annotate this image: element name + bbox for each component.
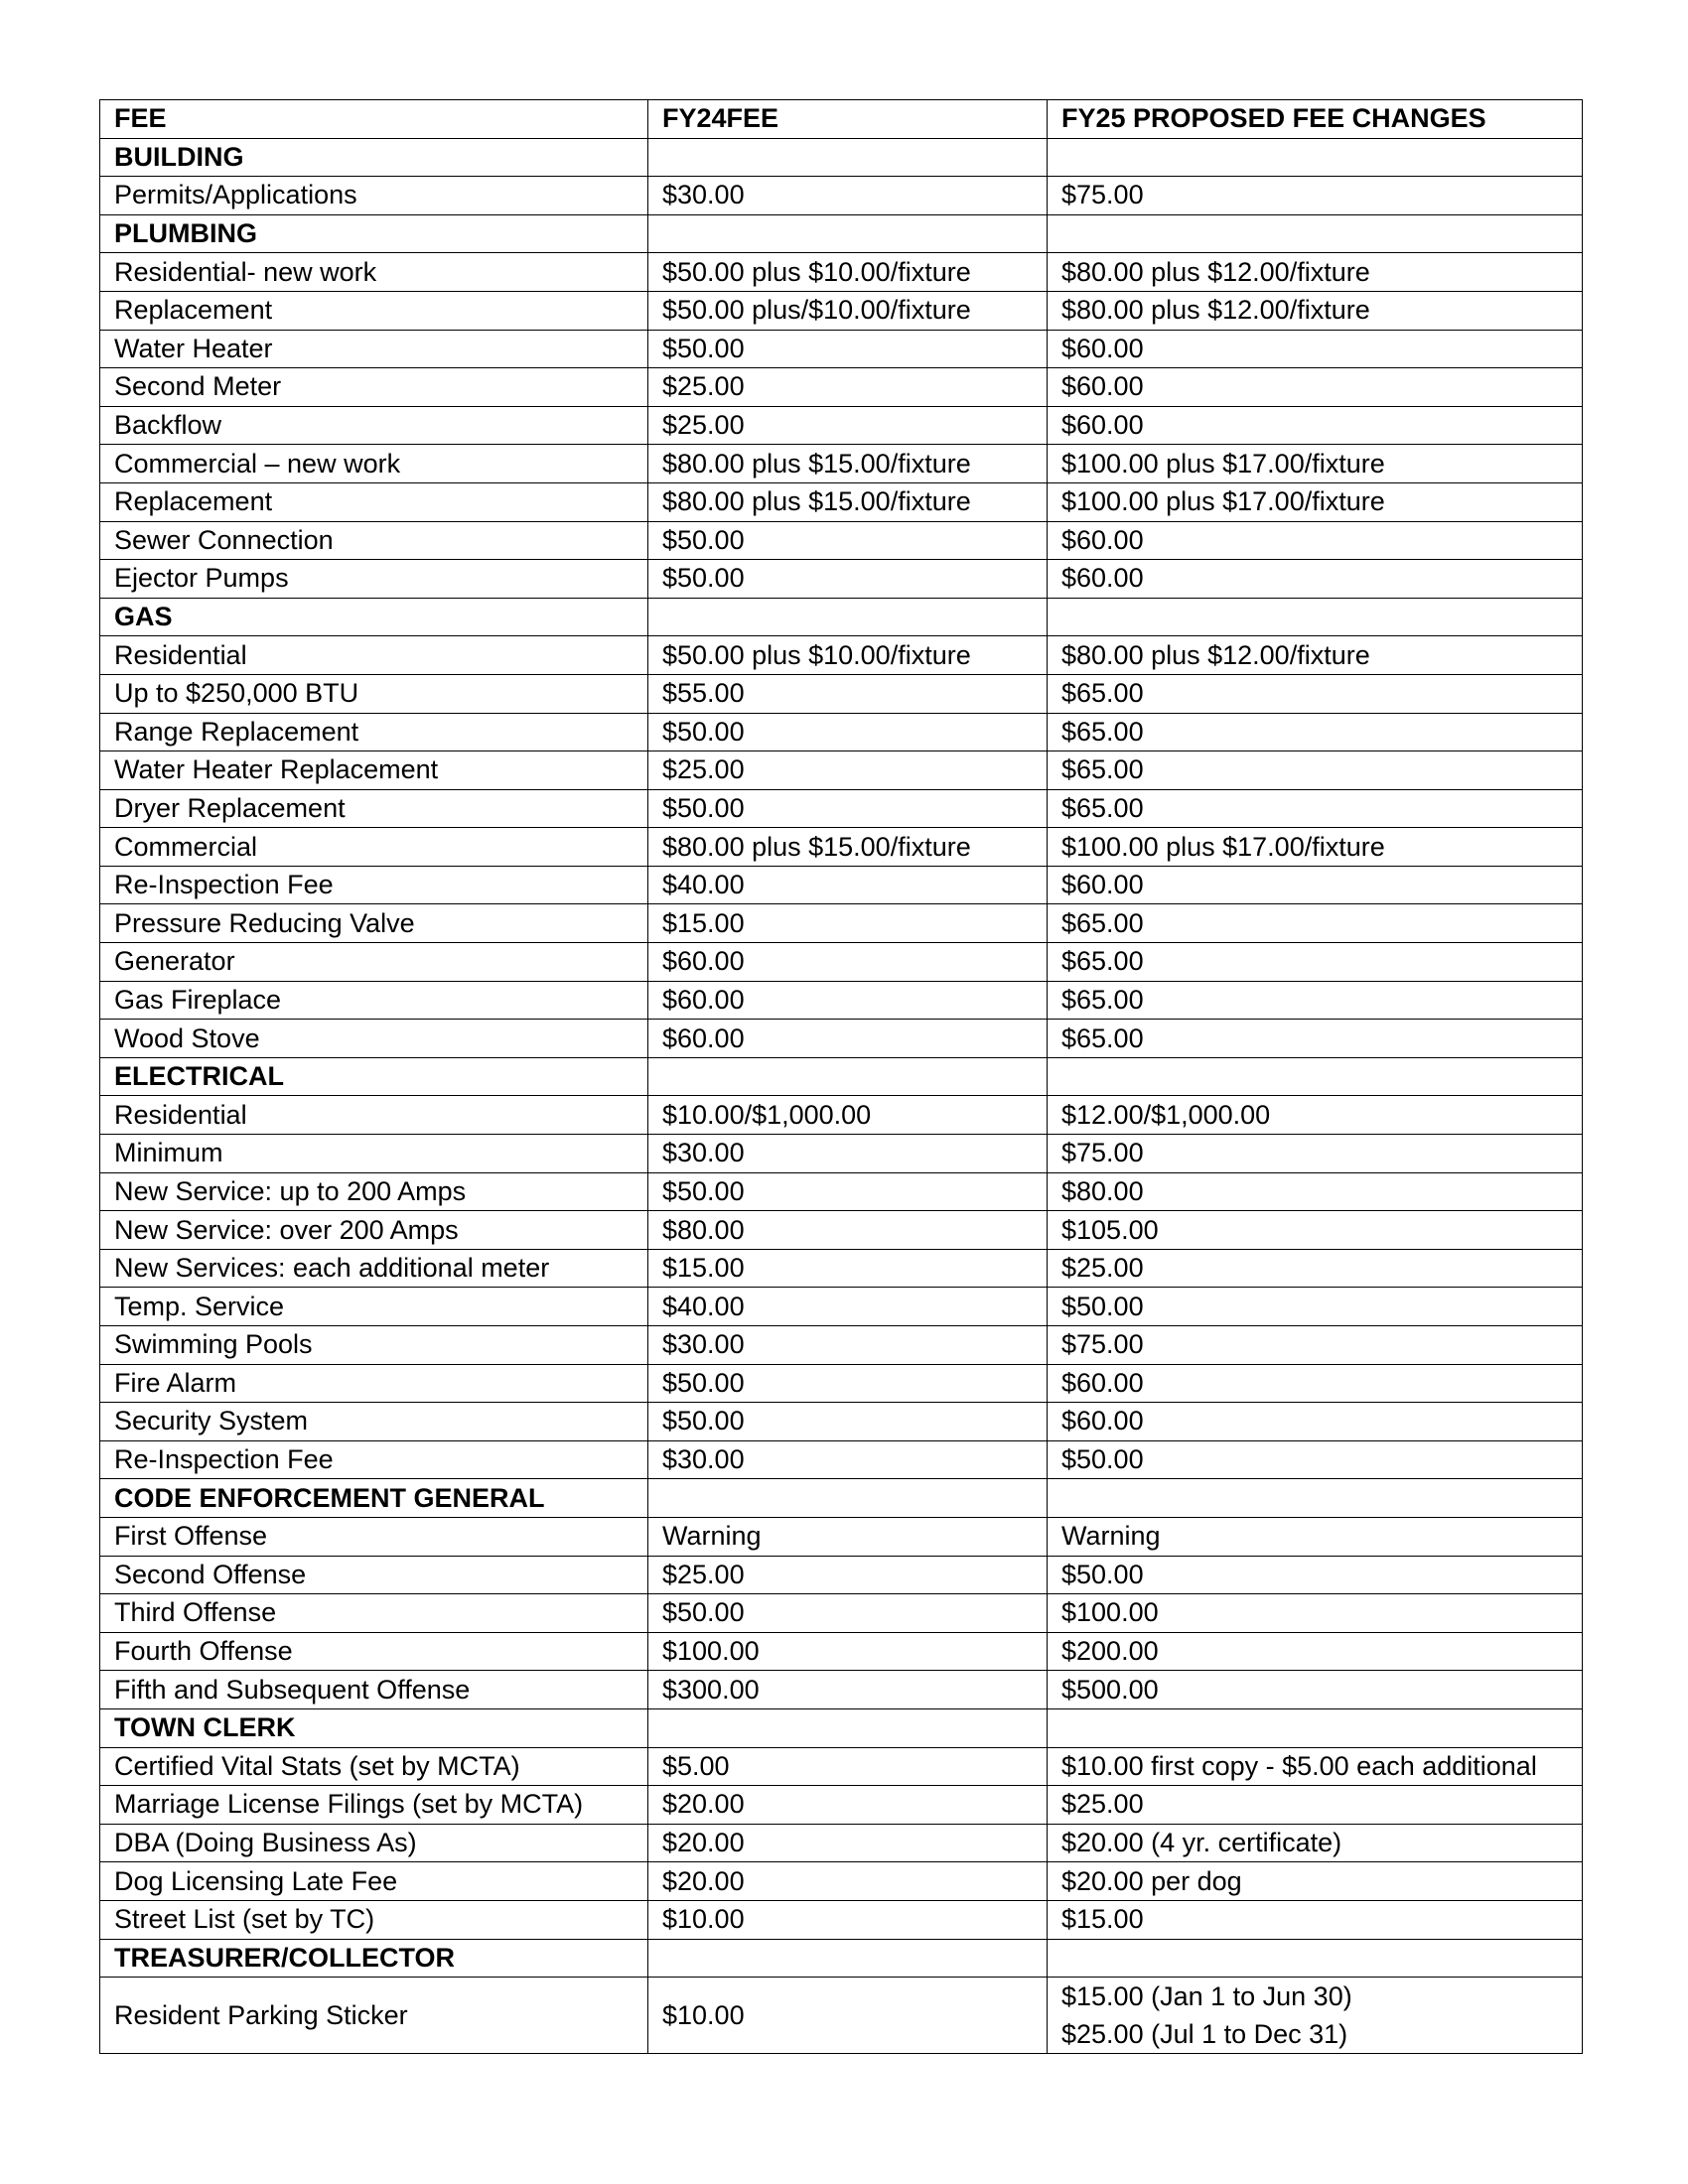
fee-name-cell: Commercial xyxy=(100,828,648,867)
fy24-fee-cell: $100.00 xyxy=(648,1632,1048,1671)
fee-row xyxy=(100,1747,1583,1786)
fee-row xyxy=(100,1556,1583,1594)
header-fee: FEE xyxy=(100,100,648,139)
fee-name-cell: Backflow xyxy=(100,406,648,445)
fee-row xyxy=(100,1403,1583,1441)
fee-name-cell: First Offense xyxy=(100,1517,648,1556)
section-title: GAS xyxy=(100,598,648,636)
fy25-fee-cell: $50.00 xyxy=(1048,1556,1583,1594)
empty-cell xyxy=(648,598,1048,636)
fy25-fee-cell: $60.00 xyxy=(1048,330,1583,368)
fee-name-cell: Commercial – new work xyxy=(100,445,648,483)
fee-name-cell: Re-Inspection Fee xyxy=(100,1440,648,1479)
fee-row xyxy=(100,1326,1583,1365)
fy24-fee-cell: $50.00 plus $10.00/fixture xyxy=(648,253,1048,292)
fy25-fee-cell: $65.00 xyxy=(1048,751,1583,790)
fee-name-cell: Gas Fireplace xyxy=(100,981,648,1020)
fy24-fee-cell: $20.00 xyxy=(648,1786,1048,1825)
fee-row xyxy=(100,1096,1583,1135)
fy25-fee-cell: $60.00 xyxy=(1048,866,1583,904)
fy24-fee-cell: $50.00 plus $10.00/fixture xyxy=(648,636,1048,675)
section-row-electrical xyxy=(100,1057,1583,1096)
fy25-fee-cell: $60.00 xyxy=(1048,521,1583,560)
fy25-fee-cell: $75.00 xyxy=(1048,177,1583,215)
fee-name-cell: Up to $250,000 BTU xyxy=(100,674,648,713)
fee-name-cell: Third Offense xyxy=(100,1594,648,1633)
fy25-fee-cell xyxy=(1048,1978,1583,2054)
section-row-town-clerk xyxy=(100,1708,1583,1747)
fy25-fee-cell: $80.00 plus $12.00/fixture xyxy=(1048,253,1583,292)
section-row-treasurer-collector xyxy=(100,1939,1583,1978)
fy24-fee-cell: $50.00 xyxy=(648,521,1048,560)
fy24-fee-cell: $10.00 xyxy=(648,1978,1048,2054)
fee-row xyxy=(100,713,1583,751)
header-fy24-fee: FY24FEE xyxy=(648,100,1048,139)
fee-row xyxy=(100,1135,1583,1173)
fee-row xyxy=(100,1020,1583,1058)
fy25-fee-cell: $25.00 xyxy=(1048,1786,1583,1825)
fy25-fee-cell: $25.00 xyxy=(1048,1249,1583,1288)
fee-name-cell: Water Heater Replacement xyxy=(100,751,648,790)
fy25-fee-cell: $200.00 xyxy=(1048,1632,1583,1671)
fy24-fee-cell: Warning xyxy=(648,1517,1048,1556)
fee-row xyxy=(100,177,1583,215)
fy24-fee-cell: $50.00 plus/$10.00/fixture xyxy=(648,291,1048,330)
empty-cell xyxy=(648,1057,1048,1096)
fee-row xyxy=(100,981,1583,1020)
fy25-fee-cell: $60.00 xyxy=(1048,1364,1583,1403)
fy24-fee-cell: $10.00 xyxy=(648,1900,1048,1939)
fee-row xyxy=(100,1249,1583,1288)
fy25-fee-cell: $65.00 xyxy=(1048,1020,1583,1058)
section-row-plumbing xyxy=(100,214,1583,253)
empty-cell xyxy=(648,1479,1048,1518)
fee-row xyxy=(100,1440,1583,1479)
fy25-fee-cell: $60.00 xyxy=(1048,1403,1583,1441)
fee-row xyxy=(100,1364,1583,1403)
fee-name-cell: Generator xyxy=(100,943,648,982)
fee-row xyxy=(100,253,1583,292)
fy24-fee-cell: $25.00 xyxy=(648,368,1048,407)
fee-row xyxy=(100,1632,1583,1671)
fy24-fee-cell: $40.00 xyxy=(648,866,1048,904)
fy25-fee-cell: $10.00 first copy - $5.00 each additional xyxy=(1048,1747,1583,1786)
fy25-fee-cell: $100.00 plus $17.00/fixture xyxy=(1048,828,1583,867)
empty-cell xyxy=(1048,1479,1583,1518)
fy24-fee-cell: $300.00 xyxy=(648,1671,1048,1709)
fee-name-cell: Certified Vital Stats (set by MCTA) xyxy=(100,1747,648,1786)
fy25-fee-cell: $20.00 (4 yr. certificate) xyxy=(1048,1824,1583,1862)
fy25-fee-cell: $65.00 xyxy=(1048,943,1583,982)
fee-row xyxy=(100,828,1583,867)
fee-name-cell: Water Heater xyxy=(100,330,648,368)
fy24-fee-cell: $30.00 xyxy=(648,1440,1048,1479)
fee-row xyxy=(100,789,1583,828)
fy25-fee-cell: $100.00 xyxy=(1048,1594,1583,1633)
empty-cell xyxy=(1048,598,1583,636)
fy24-fee-cell: $50.00 xyxy=(648,789,1048,828)
fy25-fee-cell: $80.00 xyxy=(1048,1172,1583,1211)
fee-name-cell: Wood Stove xyxy=(100,1020,648,1058)
fy25-fee-cell: $50.00 xyxy=(1048,1288,1583,1326)
fy25-fee-cell: $60.00 xyxy=(1048,368,1583,407)
fee-row xyxy=(100,751,1583,790)
fee-name-cell: Fire Alarm xyxy=(100,1364,648,1403)
fee-row xyxy=(100,1671,1583,1709)
fee-row xyxy=(100,330,1583,368)
fy25-fee-cell: $60.00 xyxy=(1048,560,1583,599)
fee-row xyxy=(100,291,1583,330)
fy24-fee-cell: $60.00 xyxy=(648,1020,1048,1058)
section-row-code-enforcement-general xyxy=(100,1479,1583,1518)
fee-row xyxy=(100,1862,1583,1901)
fy25-fee-cell: $100.00 plus $17.00/fixture xyxy=(1048,445,1583,483)
empty-cell xyxy=(648,1939,1048,1978)
fee-row xyxy=(100,1288,1583,1326)
fee-name-cell: Range Replacement xyxy=(100,713,648,751)
section-title: TOWN CLERK xyxy=(100,1708,648,1747)
fee-name-cell: Residential- new work xyxy=(100,253,648,292)
fy24-fee-cell: $55.00 xyxy=(648,674,1048,713)
fee-row xyxy=(100,866,1583,904)
fy24-fee-cell: $80.00 plus $15.00/fixture xyxy=(648,482,1048,521)
fee-name-cell: Fourth Offense xyxy=(100,1632,648,1671)
fy24-fee-cell: $10.00/$1,000.00 xyxy=(648,1096,1048,1135)
fee-name-cell: Replacement xyxy=(100,482,648,521)
fee-name-cell: New Service: up to 200 Amps xyxy=(100,1172,648,1211)
fee-row xyxy=(100,445,1583,483)
fee-row xyxy=(100,521,1583,560)
fee-name-cell: Security System xyxy=(100,1403,648,1441)
fee-line: $25.00 (Jul 1 to Dec 31) xyxy=(1061,2019,1348,2050)
fee-name-cell: Permits/Applications xyxy=(100,177,648,215)
fy24-fee-cell: $50.00 xyxy=(648,1172,1048,1211)
section-row-gas xyxy=(100,598,1583,636)
fy24-fee-cell: $80.00 plus $15.00/fixture xyxy=(648,445,1048,483)
section-title: CODE ENFORCEMENT GENERAL xyxy=(100,1479,648,1518)
fy25-fee-cell: $500.00 xyxy=(1048,1671,1583,1709)
fee-row xyxy=(100,1786,1583,1825)
fy25-fee-cell: $20.00 per dog xyxy=(1048,1862,1583,1901)
empty-cell xyxy=(1048,1708,1583,1747)
fee-row xyxy=(100,904,1583,943)
fee-row xyxy=(100,1211,1583,1250)
fee-name-cell: Replacement xyxy=(100,291,648,330)
fee-name-cell: Dog Licensing Late Fee xyxy=(100,1862,648,1901)
fy24-fee-cell: $50.00 xyxy=(648,330,1048,368)
fee-row xyxy=(100,1900,1583,1939)
fy25-fee-cell: $65.00 xyxy=(1048,981,1583,1020)
fee-row xyxy=(100,674,1583,713)
header-row xyxy=(100,100,1583,139)
fy24-fee-cell: $20.00 xyxy=(648,1862,1048,1901)
fee-name-cell: Marriage License Filings (set by MCTA) xyxy=(100,1786,648,1825)
fee-table-body xyxy=(100,138,1583,2054)
fy25-fee-cell: $80.00 plus $12.00/fixture xyxy=(1048,291,1583,330)
fy25-fee-cell: $75.00 xyxy=(1048,1326,1583,1365)
fee-line: $15.00 (Jan 1 to Jun 30) xyxy=(1061,1981,1352,2012)
fee-name-cell: New Service: over 200 Amps xyxy=(100,1211,648,1250)
fee-name-cell: Pressure Reducing Valve xyxy=(100,904,648,943)
fy24-fee-cell: $30.00 xyxy=(648,177,1048,215)
fee-row xyxy=(100,1594,1583,1633)
fee-row xyxy=(100,636,1583,675)
fee-name-cell: Street List (set by TC) xyxy=(100,1900,648,1939)
fee-row xyxy=(100,943,1583,982)
fy24-fee-cell: $60.00 xyxy=(648,981,1048,1020)
fee-row xyxy=(100,1517,1583,1556)
fy24-fee-cell: $60.00 xyxy=(648,943,1048,982)
fy25-fee-cell: $80.00 plus $12.00/fixture xyxy=(1048,636,1583,675)
empty-cell xyxy=(1048,138,1583,177)
fy25-fee-cell: $105.00 xyxy=(1048,1211,1583,1250)
fy25-fee-cell: $65.00 xyxy=(1048,713,1583,751)
empty-cell xyxy=(1048,214,1583,253)
empty-cell xyxy=(648,214,1048,253)
fy24-fee-cell: $40.00 xyxy=(648,1288,1048,1326)
fee-row xyxy=(100,1824,1583,1862)
fee-row xyxy=(100,406,1583,445)
fy24-fee-cell: $30.00 xyxy=(648,1326,1048,1365)
fy25-fee-cell: $65.00 xyxy=(1048,904,1583,943)
fee-row xyxy=(100,560,1583,599)
fy24-fee-cell: $5.00 xyxy=(648,1747,1048,1786)
header-fy25-proposed: FY25 PROPOSED FEE CHANGES xyxy=(1048,100,1583,139)
fee-name-cell: Sewer Connection xyxy=(100,521,648,560)
fy24-fee-cell: $25.00 xyxy=(648,751,1048,790)
fee-name-cell: Ejector Pumps xyxy=(100,560,648,599)
fy24-fee-cell: $15.00 xyxy=(648,904,1048,943)
fee-name-cell: Fifth and Subsequent Offense xyxy=(100,1671,648,1709)
fy24-fee-cell: $25.00 xyxy=(648,1556,1048,1594)
fy25-fee-cell: $65.00 xyxy=(1048,674,1583,713)
section-title: BUILDING xyxy=(100,138,648,177)
fy24-fee-cell: $50.00 xyxy=(648,713,1048,751)
empty-cell xyxy=(648,138,1048,177)
fee-row xyxy=(100,1172,1583,1211)
fee-name-cell: Swimming Pools xyxy=(100,1326,648,1365)
fee-name-cell: Re-Inspection Fee xyxy=(100,866,648,904)
fy24-fee-cell: $50.00 xyxy=(648,1594,1048,1633)
fee-name-cell: Second Meter xyxy=(100,368,648,407)
fy24-fee-cell: $80.00 xyxy=(648,1211,1048,1250)
fy24-fee-cell: $15.00 xyxy=(648,1249,1048,1288)
fy24-fee-cell: $20.00 xyxy=(648,1824,1048,1862)
section-title: TREASURER/COLLECTOR xyxy=(100,1939,648,1978)
fy25-fee-cell: $12.00/$1,000.00 xyxy=(1048,1096,1583,1135)
fy25-fee-cell: $50.00 xyxy=(1048,1440,1583,1479)
fee-name-cell: Minimum xyxy=(100,1135,648,1173)
fee-name-cell: Dryer Replacement xyxy=(100,789,648,828)
empty-cell xyxy=(1048,1057,1583,1096)
fy24-fee-cell: $50.00 xyxy=(648,1364,1048,1403)
section-title: PLUMBING xyxy=(100,214,648,253)
section-row-building xyxy=(100,138,1583,177)
fee-name-cell: Temp. Service xyxy=(100,1288,648,1326)
fee-name-cell: Residential xyxy=(100,636,648,675)
fy25-fee-cell: $60.00 xyxy=(1048,406,1583,445)
fy24-fee-cell: $80.00 plus $15.00/fixture xyxy=(648,828,1048,867)
fy24-fee-cell: $50.00 xyxy=(648,1403,1048,1441)
fy24-fee-cell: $30.00 xyxy=(648,1135,1048,1173)
empty-cell xyxy=(648,1708,1048,1747)
fee-name-cell: New Services: each additional meter xyxy=(100,1249,648,1288)
fy24-fee-cell: $25.00 xyxy=(648,406,1048,445)
fy25-fee-cell: $15.00 xyxy=(1048,1900,1583,1939)
fee-row xyxy=(100,368,1583,407)
fee-name-cell: Second Offense xyxy=(100,1556,648,1594)
fy24-fee-cell: $50.00 xyxy=(648,560,1048,599)
fy25-fee-cell: $75.00 xyxy=(1048,1135,1583,1173)
empty-cell xyxy=(1048,1939,1583,1978)
fy25-fee-cell: $100.00 plus $17.00/fixture xyxy=(1048,482,1583,521)
fee-name-cell: Residential xyxy=(100,1096,648,1135)
fee-table xyxy=(99,99,1583,2054)
section-title: ELECTRICAL xyxy=(100,1057,648,1096)
fee-name-cell: Resident Parking Sticker xyxy=(100,1978,648,2054)
fee-row xyxy=(100,482,1583,521)
fy25-fee-cell: Warning xyxy=(1048,1517,1583,1556)
fee-name-cell: DBA (Doing Business As) xyxy=(100,1824,648,1862)
fee-row xyxy=(100,1978,1583,2054)
fy25-fee-cell: $65.00 xyxy=(1048,789,1583,828)
